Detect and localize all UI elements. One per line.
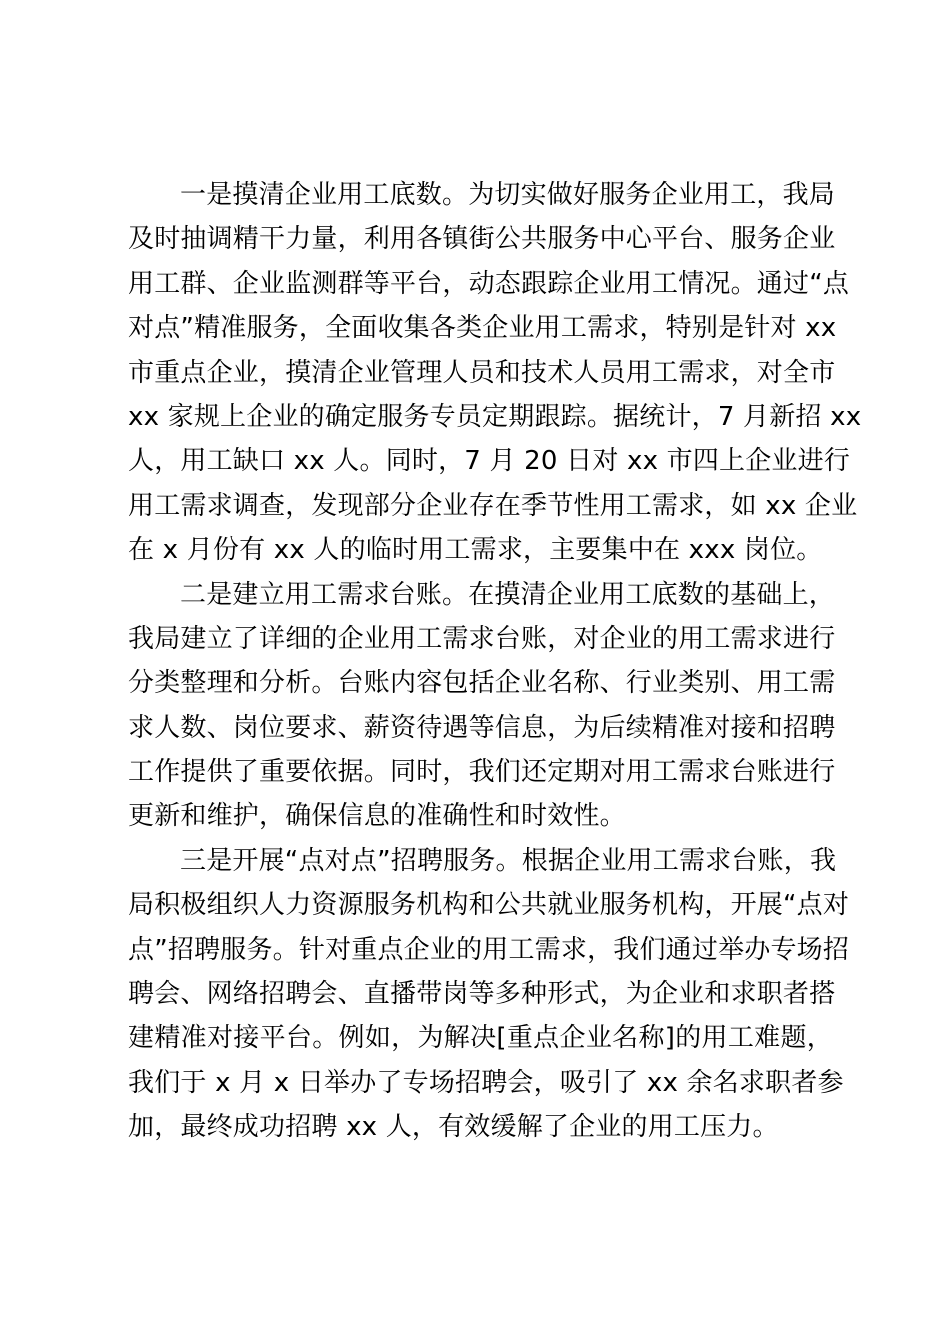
text-line: 对点”精准服务，全面收集各类企业用工需求，特别是针对 xx (128, 313, 837, 344)
paragraph-2 (128, 573, 836, 839)
text-line: 加，最终成功招聘 xx 人，有效缓解了企业的用工压力。 (128, 1112, 779, 1143)
text-line: xx 家规上企业的确定服务专员定期跟踪。据统计，7 月新招 xx (128, 401, 862, 432)
text-line: 局积极组织人力资源服务机构和公共就业服务机构，开展“点对 (128, 890, 850, 921)
paragraph-3 (128, 839, 850, 1150)
text-line: 分类整理和分析。台账内容包括企业名称、行业类别、用工需 (128, 668, 836, 699)
text-line: 我们于 x 月 x 日举办了专场招聘会，吸引了 xx 余名求职者参 (128, 1067, 844, 1098)
text-line: 工作提供了重要依据。同时，我们还定期对用工需求台账进行 (128, 757, 836, 788)
text-line: 用工群、企业监测群等平台，动态跟踪企业用工情况。通过“点 (128, 268, 850, 299)
text-line: 市重点企业，摸清企业管理人员和技术人员用工需求，对全市 (128, 357, 836, 388)
paragraph-1 (128, 173, 862, 573)
text-line: 更新和维护，确保信息的准确性和时效性。 (128, 801, 626, 832)
text-line: 三是开展“点对点”招聘服务。根据企业用工需求台账，我 (180, 845, 837, 876)
text-line: 二是建立用工需求台账。在摸清企业用工底数的基础上， (180, 579, 836, 610)
text-line: 建精准对接平台。例如，为解决[重点企业名称]的用工难题， (128, 1023, 833, 1054)
text-line: 一是摸清企业用工底数。为切实做好服务企业用工，我局 (180, 180, 836, 210)
text-line: 点”招聘服务。针对重点企业的用工需求，我们通过举办专场招 (128, 934, 850, 965)
text-line: 用工需求调查，发现部分企业存在季节性用工需求，如 xx 企业 (128, 490, 858, 521)
text-line: 人，用工缺口 xx 人。同时，7 月 20 日对 xx 市四上企业进行 (128, 446, 851, 477)
text-line: 我局建立了详细的企业用工需求台账，对企业的用工需求进行 (128, 623, 836, 654)
document-body (128, 173, 862, 1150)
text-line: 求人数、岗位要求、薪资待遇等信息，为后续精准对接和招聘 (128, 712, 836, 743)
text-line: 及时抽调精干力量，利用各镇街公共服务中心平台、服务企业 (128, 224, 836, 255)
text-line: 聘会、网络招聘会、直播带岗等多种形式，为企业和求职者搭 (128, 979, 836, 1010)
text-line: 在 x 月份有 xx 人的临时用工需求，主要集中在 xxx 岗位。 (128, 535, 823, 566)
